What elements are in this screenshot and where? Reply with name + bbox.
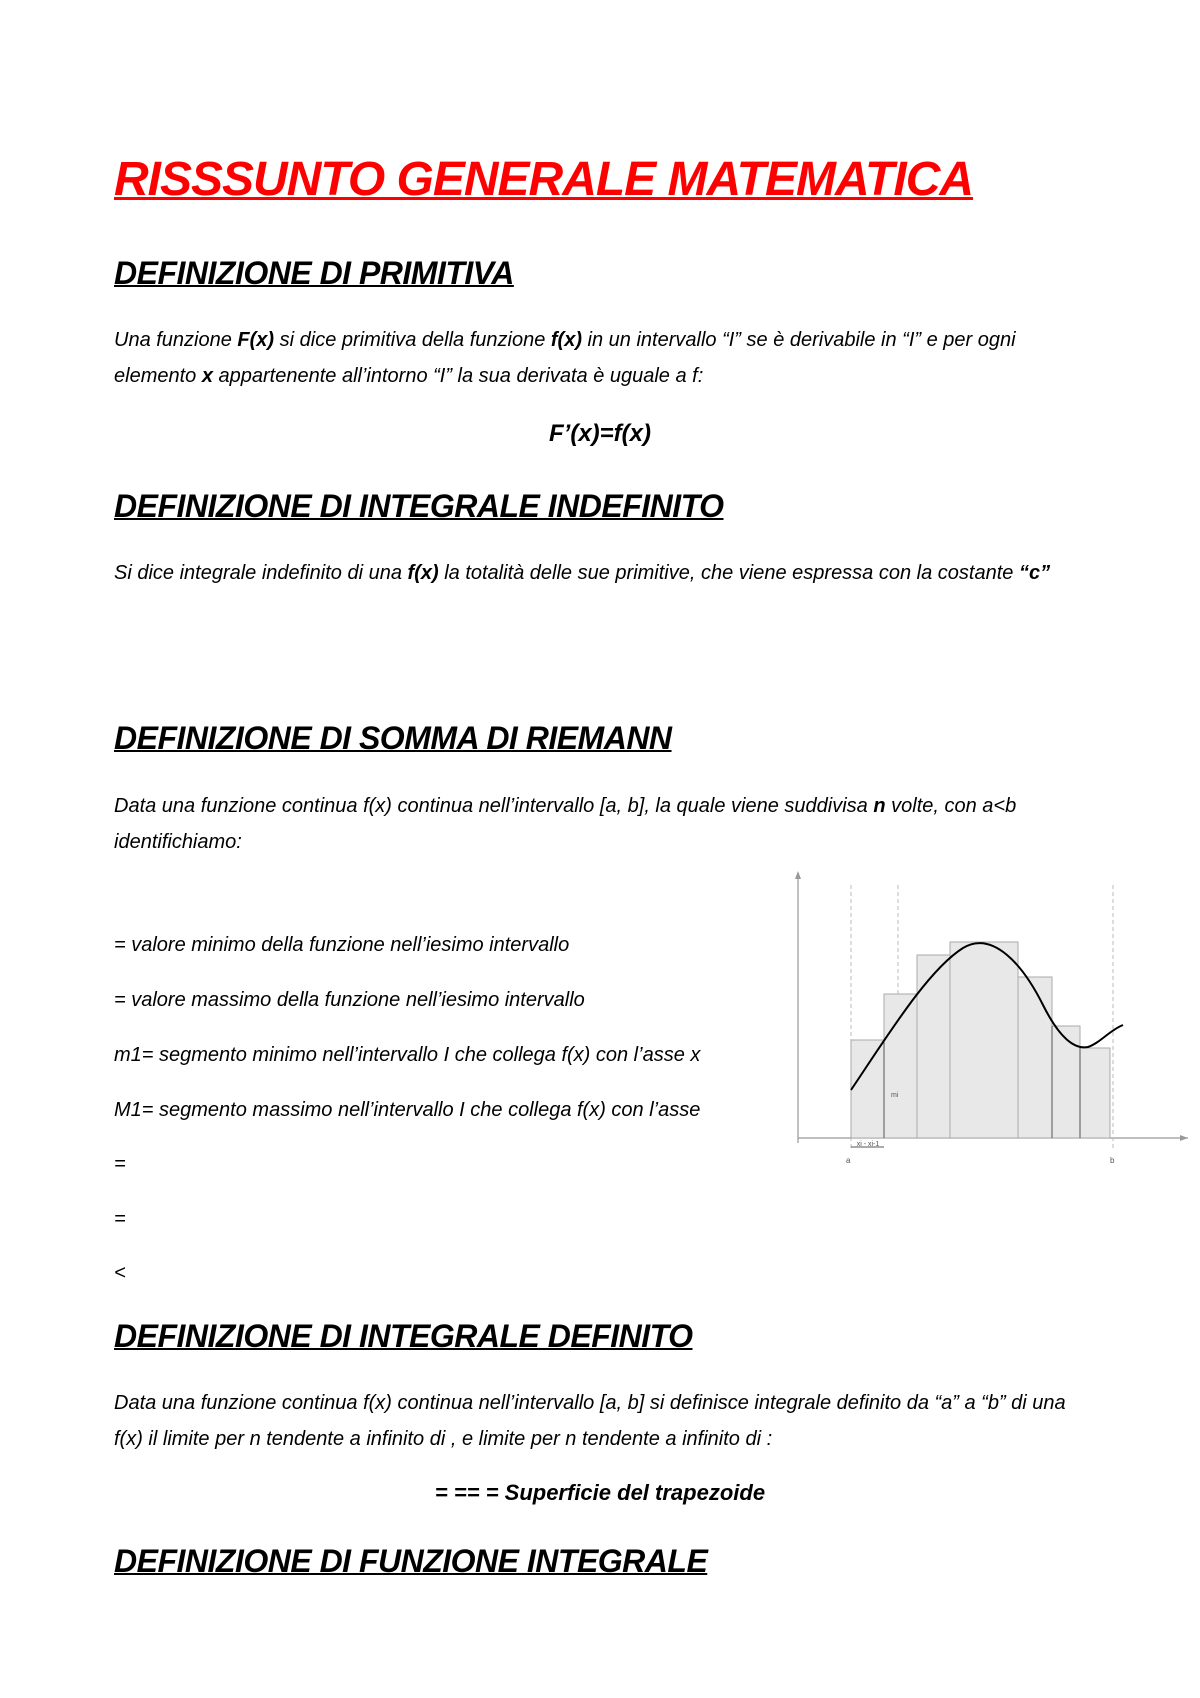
- paragraph-definito: Data una funzione continua f(x) continua nell’intervallo [a, b] si definisce integrale definito da “a” a “b” di una f(x) il limite per n tendente a infinito di , e limite per n tendente a infinito di :: [114, 1392, 1066, 1450]
- text-span: la totalità delle sue primitive, che viene espressa con la costante: [438, 562, 1019, 584]
- formula-definito: = == = Superficie del trapezoide: [434, 1480, 766, 1505]
- riemann-bar: [917, 955, 950, 1138]
- mi-label: mi: [891, 1092, 899, 1099]
- dx-label: xi - xi-1: [856, 1141, 880, 1148]
- bold-span: x: [201, 365, 213, 387]
- b-label: b: [1110, 1156, 1115, 1165]
- text-span: Data una funzione continua f(x) continua nell’intervallo [a, b], la quale viene suddivisa: [114, 795, 874, 817]
- paragraph-indefinito: [114, 555, 1094, 591]
- riemann-line-2: = valore massimo della funzione nell’iesimo intervallo: [114, 989, 585, 1011]
- bold-span: “c”: [1018, 562, 1051, 584]
- riemann-line-7: <: [114, 1262, 126, 1284]
- bold-span: f(x): [407, 562, 439, 584]
- text-span: si dice primitiva della funzione: [274, 329, 551, 351]
- formula-primitiva: F’(x)=f(x): [549, 420, 651, 447]
- riemann-bar: [1052, 1026, 1080, 1138]
- bold-span: f(x): [550, 329, 582, 351]
- riemann-bar: [1018, 977, 1052, 1138]
- y-axis-arrow: [795, 871, 801, 879]
- riemann-line-6: =: [114, 1208, 126, 1230]
- x-axis-arrow: [1180, 1135, 1188, 1141]
- heading-indefinito: DEFINIZIONE DI INTEGRALE INDEFINITO: [114, 488, 724, 524]
- text-span: Una funzione: [114, 329, 238, 351]
- document-title: RISSSUNTO GENERALE MATEMATICA: [114, 153, 974, 206]
- a-label: a: [846, 1156, 851, 1165]
- paragraph-riemann: [114, 788, 1094, 860]
- riemann-bar: [950, 942, 1018, 1138]
- riemann-line-4: M1= segmento massimo nell’intervallo I che collega f(x) con l’asse: [114, 1099, 701, 1121]
- heading-funzione-integrale: DEFINIZIONE DI FUNZIONE INTEGRALE: [114, 1543, 708, 1579]
- riemann-sum-figure: [788, 865, 1188, 1165]
- heading-primitiva: DEFINIZIONE DI PRIMITIVA: [114, 255, 514, 291]
- riemann-line-1: = valore minimo della funzione nell’iesimo intervallo: [114, 934, 570, 956]
- riemann-bar: [1080, 1048, 1110, 1138]
- heading-definito: DEFINIZIONE DI INTEGRALE DEFINITO: [114, 1318, 693, 1354]
- riemann-line-3: m1= segmento minimo nell’intervallo I che collega f(x) con l’asse x: [114, 1044, 701, 1066]
- text-span: Si dice integrale indefinito di una: [114, 562, 408, 584]
- riemann-line-5: =: [114, 1153, 126, 1175]
- paragraph-primitiva: [114, 322, 1094, 394]
- bold-span: F(x): [237, 329, 275, 351]
- heading-riemann: DEFINIZIONE DI SOMMA DI RIEMANN: [114, 720, 672, 756]
- riemann-bar: [851, 1040, 884, 1138]
- text-span: in un intervallo “I” se è derivabile in “I” e per ogni elemento: [114, 329, 1016, 387]
- text-span: appartenente all’intorno “I” la sua derivata è uguale a f:: [212, 365, 704, 387]
- text-span: volte, con a<b identifichiamo:: [114, 795, 1017, 853]
- bold-span: n: [873, 795, 886, 817]
